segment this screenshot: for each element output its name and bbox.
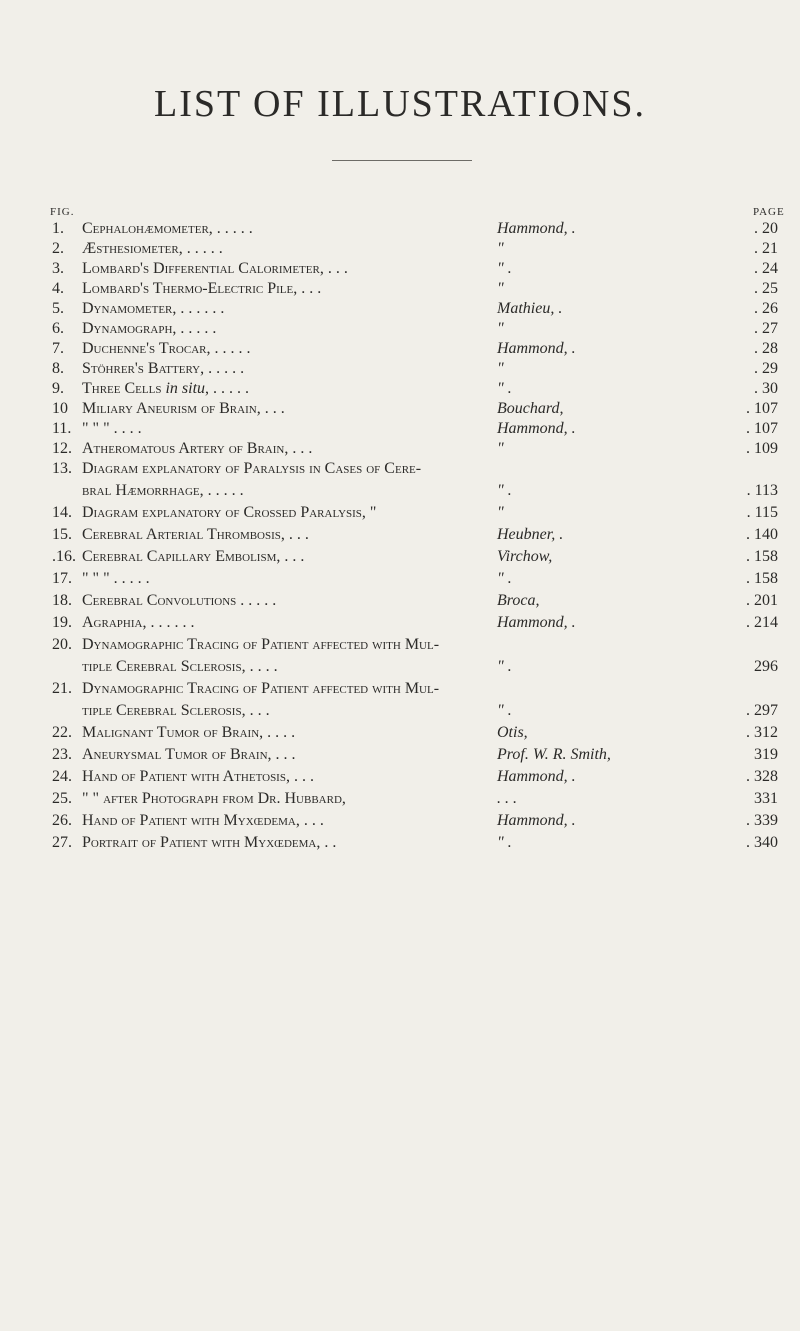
figure-number: .16. — [52, 548, 76, 565]
figure-author: " . — [497, 834, 512, 851]
list-item — [0, 680, 800, 702]
figure-title: Agraphia, . . . . . . — [82, 614, 195, 631]
list-item — [0, 300, 800, 322]
list-item — [0, 768, 800, 790]
figure-title: Cephalohæmometer, . . . . . — [82, 220, 253, 237]
page-title: LIST OF ILLUSTRATIONS. — [154, 83, 646, 125]
figure-number: 20. — [52, 636, 72, 653]
figure-number: 12. — [52, 440, 72, 457]
figure-number: 7. — [52, 340, 64, 357]
figure-author: Hammond, . — [497, 768, 576, 785]
figure-title: Stöhrer's Battery, . . . . . — [82, 360, 245, 377]
list-item — [0, 746, 800, 768]
page-number: . 328 — [746, 768, 778, 785]
list-item — [0, 380, 800, 402]
figure-number: 23. — [52, 746, 72, 763]
figure-title: Malignant Tumor of Brain, . . . . — [82, 724, 296, 741]
page-number: . 29 — [754, 360, 778, 377]
figure-author: Hammond, . — [497, 420, 576, 437]
figure-number: 13. — [52, 460, 72, 477]
page-number: . 214 — [746, 614, 778, 631]
figure-number: 26. — [52, 812, 72, 829]
figure-author: " — [497, 240, 504, 257]
list-item — [0, 504, 800, 526]
page-number: . 201 — [746, 592, 778, 609]
list-item — [0, 702, 800, 724]
figure-title: Cerebral Capillary Embolism, . . . — [82, 548, 305, 565]
page-number: . 107 — [746, 420, 778, 437]
page-number: . 25 — [754, 280, 778, 297]
figure-author: Broca, — [497, 592, 540, 609]
figure-author: Mathieu, . — [497, 300, 563, 317]
list-item — [0, 614, 800, 636]
figure-number: 21. — [52, 680, 72, 697]
figure-author: " . — [497, 570, 512, 587]
figure-number: 3. — [52, 260, 64, 277]
list-item — [0, 724, 800, 746]
page-number: . 26 — [754, 300, 778, 317]
list-item — [0, 260, 800, 282]
figure-author: Hammond, . — [497, 614, 576, 631]
figure-title: Dynamometer, . . . . . . — [82, 300, 225, 317]
figure-author: Hammond, . — [497, 220, 576, 237]
figure-author: Otis, — [497, 724, 528, 741]
figure-title: Lombard's Thermo-Electric Pile, . . . — [82, 280, 322, 297]
figure-number: 4. — [52, 280, 64, 297]
figure-author: Prof. W. R. Smith, — [497, 746, 611, 763]
page-number: . 24 — [754, 260, 778, 277]
page-number: . 312 — [746, 724, 778, 741]
figure-title: bral Hæmorrhage, . . . . . — [82, 482, 244, 499]
list-item — [0, 812, 800, 834]
figure-author: " . — [497, 260, 512, 277]
page-number: . 297 — [746, 702, 778, 719]
page-number: . 109 — [746, 440, 778, 457]
figure-title: Diagram explanatory of Crossed Paralysis, " — [82, 504, 377, 521]
list-item — [0, 240, 800, 262]
page-number: . 113 — [746, 482, 778, 499]
list-item — [0, 548, 800, 570]
page-number: . 340 — [746, 834, 778, 851]
figure-title: Cerebral Arterial Thrombosis, . . . — [82, 526, 309, 543]
list-item — [0, 440, 800, 462]
figure-title: " " " . . . . . — [82, 570, 150, 587]
list-item — [0, 636, 800, 658]
figure-number: 17. — [52, 570, 72, 587]
page-number: . 27 — [754, 320, 778, 337]
list-item — [0, 592, 800, 614]
list-item — [0, 400, 800, 422]
list-item — [0, 420, 800, 442]
figure-number: 27. — [52, 834, 72, 851]
figure-title: Dynamographic Tracing of Patient affected with Mul- — [82, 680, 440, 697]
figure-number: 10 — [52, 400, 68, 417]
page-column-header: PAGE — [753, 206, 785, 218]
fig-column-header: FIG. — [50, 206, 75, 218]
page-number: . 30 — [754, 380, 778, 397]
list-item — [0, 658, 800, 680]
figure-author: " — [497, 440, 504, 457]
figure-title: Three Cells in situ, . . . . . — [82, 380, 250, 397]
figure-title: Hand of Patient with Myxœdema, . . . — [82, 812, 324, 829]
figure-number: 15. — [52, 526, 72, 543]
page-number: . 20 — [754, 220, 778, 237]
figure-number: 5. — [52, 300, 64, 317]
figure-author: " . — [497, 702, 512, 719]
figure-author: " — [497, 504, 504, 521]
figure-title: tiple Cerebral Sclerosis, . . . . — [82, 658, 278, 675]
figure-title: Lombard's Differential Calorimeter, . . . — [82, 260, 348, 277]
figure-title: Dynamograph, . . . . . — [82, 320, 217, 337]
list-item — [0, 460, 800, 482]
figure-author: Hammond, . — [497, 340, 576, 357]
figure-title: Æsthesiometer, . . . . . — [82, 240, 223, 257]
figure-number: 14. — [52, 504, 72, 521]
figure-author: " — [497, 280, 504, 297]
figure-number: 18. — [52, 592, 72, 609]
figure-author: Hammond, . — [497, 812, 576, 829]
figure-number: 19. — [52, 614, 72, 631]
figure-number: 9. — [52, 380, 64, 397]
figure-author: " — [497, 320, 504, 337]
figure-author: Bouchard, — [497, 400, 564, 417]
figure-author: " . — [497, 658, 512, 675]
list-item — [0, 280, 800, 302]
figure-title: Cerebral Convolutions . . . . . — [82, 592, 277, 609]
list-item — [0, 790, 800, 812]
figure-number: 6. — [52, 320, 64, 337]
figure-author: Heubner, . — [497, 526, 564, 543]
figure-title: Duchenne's Trocar, . . . . . — [82, 340, 251, 357]
figure-author: " . — [497, 380, 512, 397]
figure-title: " " " . . . . — [82, 420, 142, 437]
figure-number: 8. — [52, 360, 64, 377]
figure-author: " — [497, 360, 504, 377]
figure-title: Diagram explanatory of Paralysis in Cases of Cere- — [82, 460, 422, 477]
page-number: 319 — [754, 746, 778, 763]
page-number: . 107 — [746, 400, 778, 417]
figure-number: 25. — [52, 790, 72, 807]
figure-title: Dynamographic Tracing of Patient affected with Mul- — [82, 636, 440, 653]
figure-number: 2. — [52, 240, 64, 257]
list-item — [0, 320, 800, 342]
page-number: . 140 — [746, 526, 778, 543]
figure-author: Virchow, — [497, 548, 553, 565]
figure-author: . . . — [497, 790, 517, 807]
page-number: . 21 — [754, 240, 778, 257]
figure-number: 11. — [52, 420, 72, 437]
figure-title: tiple Cerebral Sclerosis, . . . — [82, 702, 270, 719]
figure-title: Portrait of Patient with Myxœdema, . . — [82, 834, 337, 851]
page-number: . 28 — [754, 340, 778, 357]
page-number: . 339 — [746, 812, 778, 829]
list-item — [0, 482, 800, 504]
list-item — [0, 340, 800, 362]
title-rule — [332, 160, 472, 161]
figure-number: 1. — [52, 220, 64, 237]
page-number: . 158 — [746, 548, 778, 565]
figure-title: Atheromatous Artery of Brain, . . . — [82, 440, 313, 457]
figure-title: Hand of Patient with Athetosis, . . . — [82, 768, 314, 785]
list-item — [0, 526, 800, 548]
page-number: . 115 — [746, 504, 778, 521]
figure-author: " . — [497, 482, 512, 499]
page-number: 296 — [754, 658, 778, 675]
figure-title: Miliary Aneurism of Brain, . . . — [82, 400, 285, 417]
page-number: . 158 — [746, 570, 778, 587]
list-item — [0, 360, 800, 382]
list-item — [0, 220, 800, 242]
figure-number: 22. — [52, 724, 72, 741]
list-item — [0, 834, 800, 856]
figure-number: 24. — [52, 768, 72, 785]
figure-title: Aneurysmal Tumor of Brain, . . . — [82, 746, 296, 763]
figure-title: " " after Photograph from Dr. Hubbard, — [82, 790, 346, 807]
page-number: 331 — [754, 790, 778, 807]
list-item — [0, 570, 800, 592]
